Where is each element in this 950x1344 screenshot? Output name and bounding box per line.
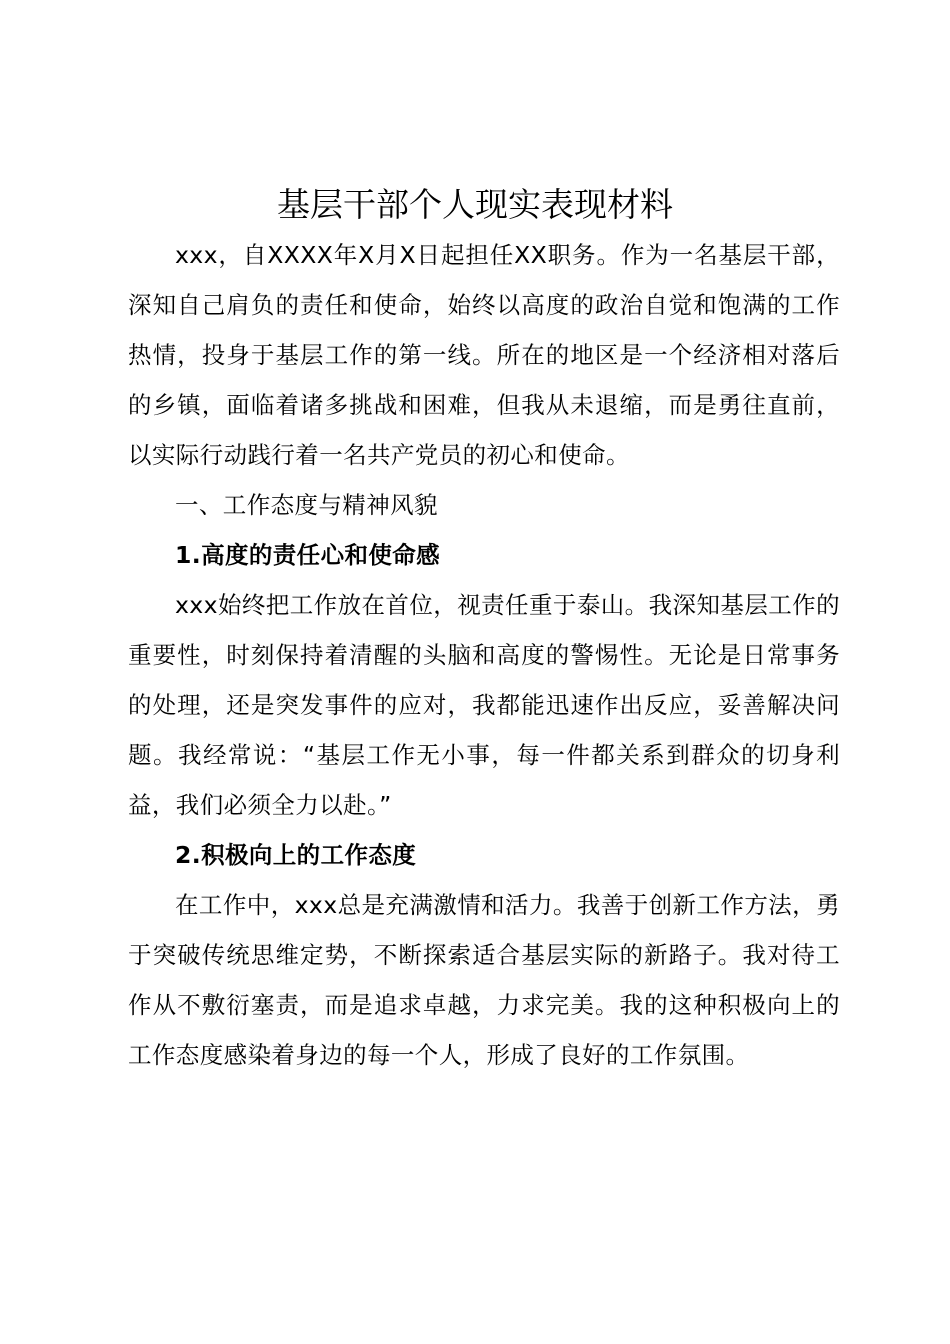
intro-paragraph: xxx，自XXXX年X月X日起担任XX职务。作为一名基层干部，深知自己肩负的责任和使命，始终以高度的政治自觉和饱满的工作热情，投身于基层工作的第一线。所在的地区是一个经济相对落后的乡镇，面临着诸多挑战和困难，但我从未退缩，而是勇往直前，以实际行动践行着一名共产党员的初心和使命。 <box>128 241 840 469</box>
document-title: 基层干部个人现实表现材料 <box>277 185 673 224</box>
document-body <box>128 230 840 1080</box>
subsection-heading-2: 2.积极向上的工作态度 <box>175 841 417 869</box>
subsection-paragraph-2: 在工作中，xxx总是充满激情和活力。我善于创新工作方法，勇于突破传统思维定势，不断探索适合基层实际的新路子。我对待工作从不敷衍塞责，而是追求卓越，力求完美。我的这种积极向上的工作态度感染着身边的每一个人，形成了良好的工作氛围。 <box>128 891 840 1069</box>
subsection-paragraph-1: xxx始终把工作放在首位，视责任重于泰山。我深知基层工作的重要性，时刻保持着清醒的头脑和高度的警惕性。无论是日常事务的处理，还是突发事件的应对，我都能迅速作出反应，妥善解决问题。我经常说：“基层工作无小事，每一件都关系到群众的切身利益，我们必须全力以赴。” <box>128 591 840 819</box>
subsection-heading-1: 1.高度的责任心和使命感 <box>175 541 441 569</box>
section-heading-1: 一、工作态度与精神风貌 <box>175 491 438 519</box>
